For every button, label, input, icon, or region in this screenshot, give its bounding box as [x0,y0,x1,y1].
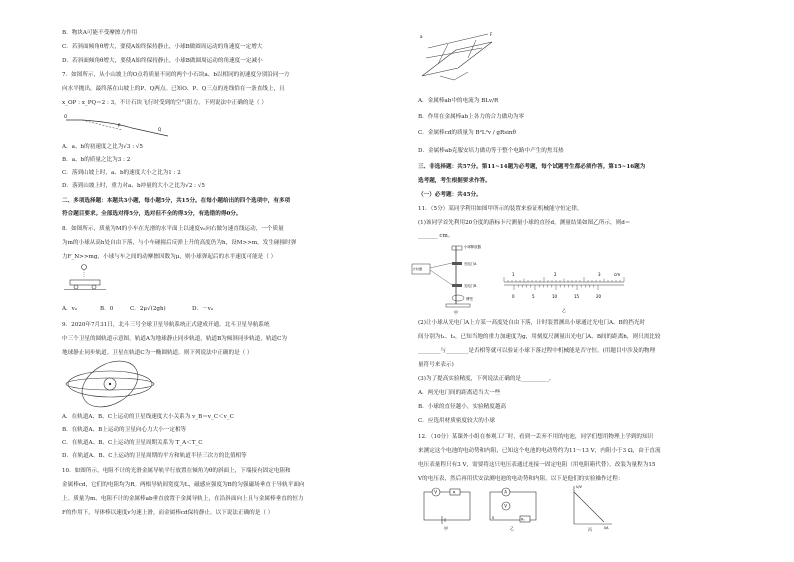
q11-part2-line1: (2)让小球从光电门A上方某一高度处自由下落，计时装置测出小球通过光电门A、B的挡光时 [418,320,646,326]
q10-option-c: C．金属棒cd的质量为 B²L²v / gRsinθ [418,130,516,136]
ruler-vern-5: 5 [532,294,535,299]
section3-subheading: （一）必考题：共45分。 [418,192,482,198]
q11-option-b: B．小球的直径越小，实验精度越高 [418,404,507,410]
q11-stem-line2: (1)该同学首先利用20分度的游标卡尺测量小球的直径d，测量结果如图乙所示，则d＝ [418,220,631,226]
q10-incline-figure [418,28,498,82]
q9-orbit-figure [62,358,162,410]
q8-stem-line1: 8．如图所示，质量为M的小车在光滑的水平面上以速度v₀向右做匀速直线运动，一个质量 [62,226,284,232]
q9-stem-line1: 9．2020年7月31日，北斗三号全球卫星导航系统正式建成开通。北斗卫星导航系统 [62,322,270,328]
ruler-main-unit: cm [614,272,621,277]
ruler-main-2: 2 [554,272,557,277]
ruler-vern-10: 10 [552,294,558,299]
ruler-vern-0: 0 [512,294,515,299]
q9-stem-line2: 中三个卫星的圆轨道示意图，轨道A为地球静止同步轨道，轨道B为倾斜同步轨道，轨道C为 [62,336,287,342]
circuit-b-v: V [504,503,508,509]
q7-option-c: C．落到山坡上时，a、b的速度大小之比为1 : 2 [62,170,181,176]
fig-label-jia: 甲 [454,310,458,315]
q7-stem-line3: x_OP : x_PQ＝2 : 3，不计石块飞行时受到的空气阻力。下列说法中正确的是（ ） [62,100,268,106]
q8-stem-line3: 力F_N>>mg，小球与车之间的动摩擦因数为μ，则小球弹起后的水平速度可能是（ ） [62,254,277,260]
ruler-main-1: 1 [512,272,515,277]
ruler-main-3: 3 [598,272,601,277]
section3-heading-line2: 选考题，考生根据要求作答。 [418,178,491,184]
ruler-vern-15: 15 [574,294,580,299]
q7-slope-figure [62,110,172,138]
q11-part2-line2: 间分别为t₁、t₂，已知当地的重力加速度为g，用刻度尺测量出光电门A、B间的距离h，则只需比较 [418,334,661,340]
fig-label-jia2: 甲 [444,526,448,531]
graph-xlabel: I/A [604,526,609,530]
svg-text:F: F [490,32,493,37]
circuit-b-r0: R₀ [521,517,525,522]
q10-stem-line4: F的作用下，导体棒以速度v匀速上滑，而金属棒cd保持静止。以下说法正确的是（ ） [62,510,274,516]
q11-part2-line4: 量符号来表示) [418,362,454,368]
q7-option-d: D．落到山坡上时，重力对a、b冲量的大小之比为√2 : √5 [62,183,205,189]
label-gate-a: 光电门A [464,262,477,266]
svg-text:a: a [420,34,423,39]
q10-stem-line3: 上。质量为m、电阻不计的金属棒ab垂直放置于金属导轨上，在沿斜面向上且与金属棒垂直的恒力 [62,496,304,502]
q11-vernier-figure [500,268,630,316]
label-net: 网兜 [466,297,473,301]
q11-apparatus-figure [408,240,498,316]
section3-heading-line1: 三、非选择题：共57分。第11~14题为必考题，每个试题考生都必须作答。第15~16题为 [418,164,646,170]
label-gate-b: 光电门B [464,284,477,288]
ruler-vern-20: 20 [596,294,602,299]
fig-label-yi: 乙 [562,308,566,313]
q7-option-b: B．a、b的质量之比为3 : 2 [62,157,131,163]
q12-circuit-a [418,486,478,532]
svg-text:Q: Q [158,127,162,132]
circuit-b-a: A [504,489,508,495]
q8-option-b: B．0 [100,306,114,312]
q9-option-b: B．在轨道A、B上运动的卫星向心力大小一定相等 [62,427,187,433]
q12-stem-line2: 来测定这个电池的电动势和内阻，已知这个电池的电动势约为11～13 V，内阻小于3 Ω，由于直流 [418,448,661,454]
q10-option-b: B．作用在金属棒ab上各力的合力做功为零 [418,114,525,120]
svg-text:P: P [118,123,121,128]
q12-ui-graph [566,482,616,532]
label-release: 小球释放器 [464,245,481,249]
q7-stem-line1: 7．如图所示，从小山坡上的O点将质量不同的两个小石块a、b以相同的初速度分别沿同一方 [62,72,290,78]
circuit-a-v: V [434,489,438,495]
q9-option-c: C．在轨道A、B、C上运动的卫星周期关系为 T_A＜T_C [62,440,203,446]
q10-option-d: D．金属棒ab克服安培力做功等于整个电路中产生的焦耳热 [418,148,564,154]
q7-option-a: A．a、b的初速度之比为√3 : √5 [62,144,143,150]
label-timer: 计时器 [413,267,423,271]
q12-circuit-b [484,486,544,532]
q6-option-b: B．物块A可能不受摩擦力作用 [62,30,138,36]
q6-option-d: D．若斜面倾角θ增大，要使A始终保持静止，小球B做圆周运动的角速度一定减小 [62,58,263,64]
q10-stem-line2: 金属棒cd，它们的电阻均为R。两根导轨间宽度为L，磁感应强度为B的匀强磁场垂直于导轨平面向 [62,482,305,488]
graph-ylabel: U/V [576,485,582,489]
q8-option-a: A．v₀ [62,306,78,312]
svg-text:O: O [64,114,68,119]
q9-option-a: A．在轨道A、B、C上运动的卫星线速度大小关系为 v_B＝v_C＜v_C [62,414,234,420]
q12-stem-line4: V的电压表，然后再用伏安法测电池的电动势和内阻，以下是他们的实验操作过程： [418,476,624,482]
circuit-a-r: R [453,490,456,495]
section2-heading-line2: 符合题目要求。全部选对得5分，选对但不全的得3分，有选错的得0分。 [62,211,242,217]
section2-heading-line1: 二、多项选择题：本题共3小题，每小题5分，共15分。在每小题给出的四个选项中，有多项 [62,198,291,204]
q12-stem-line1: 12．（10分）某课外小组在参观工厂时，看到一丢弃不用的电池，同学们想用物理上学到的知识 [418,434,654,440]
q8-option-c: C．2μ√(2gh) [130,306,166,312]
q7-stem-line2: 向水平抛出，最终落在山坡上的P、Q两点。已知O、P、Q三点的连线恰在一条直线上，且 [62,86,285,92]
fig-label-yi2: 乙 [510,526,514,531]
q8-cart-figure [62,262,108,292]
q9-stem-line3: 地球静止同步轨道。卫星在轨道C为一椭圆轨道，则下列说法中正确的是（ ） [62,350,253,356]
q9-option-d: D．在轨道A、B、C上运动的卫星周期的平方和轨道半径三次方的比值相等 [62,453,247,459]
q8-option-d: D．－v₀ [192,306,214,312]
fig-label-bing: 丙 [588,527,592,532]
q11-option-c: C．应选用材质密度较大的小球 [418,418,495,424]
q6-option-c: C．若斜面倾角θ增大，要使A始终保持静止，小球B做圆周运动的角速度一定增大 [62,44,263,50]
q12-stem-line3: 电压表量程只有3 V，需要将这只电压表通过连接一固定电阻（用电阻箱代替），改装为量程为15 [418,462,656,468]
q11-part2-line3: ________与________是否相等就可以验证小球下落过程中机械能是否守恒。(用题目中涉及的物理 [418,348,656,354]
q11-part3: (3)为了提高实验精度，下列说法正确的是__________。 [418,376,555,382]
q11-option-a: A．两光电门间的距离适当大一些 [418,390,501,396]
q11-stem-line3: _______ cm。 [418,233,454,239]
q10-stem-line1: 10．如图所示，电阻不计的光滑金属导轨平行放置在倾角为θ的斜面上，下端接有固定电阻和 [62,468,291,474]
q10-option-a: A．金属棒ab中的电流为 BLv/R [418,98,499,104]
circuit-b-s: S [492,516,495,520]
q8-stem-line2: 为m的小球从高h处自由下落，与小车碰撞后反弹上升的高度仍为h，设M>>m，发生碰撞时弹 [62,240,297,246]
q11-stem-line1: 11．（5分）某同学利用如图甲所示的装置来验证机械能守恒定律。 [418,206,583,212]
